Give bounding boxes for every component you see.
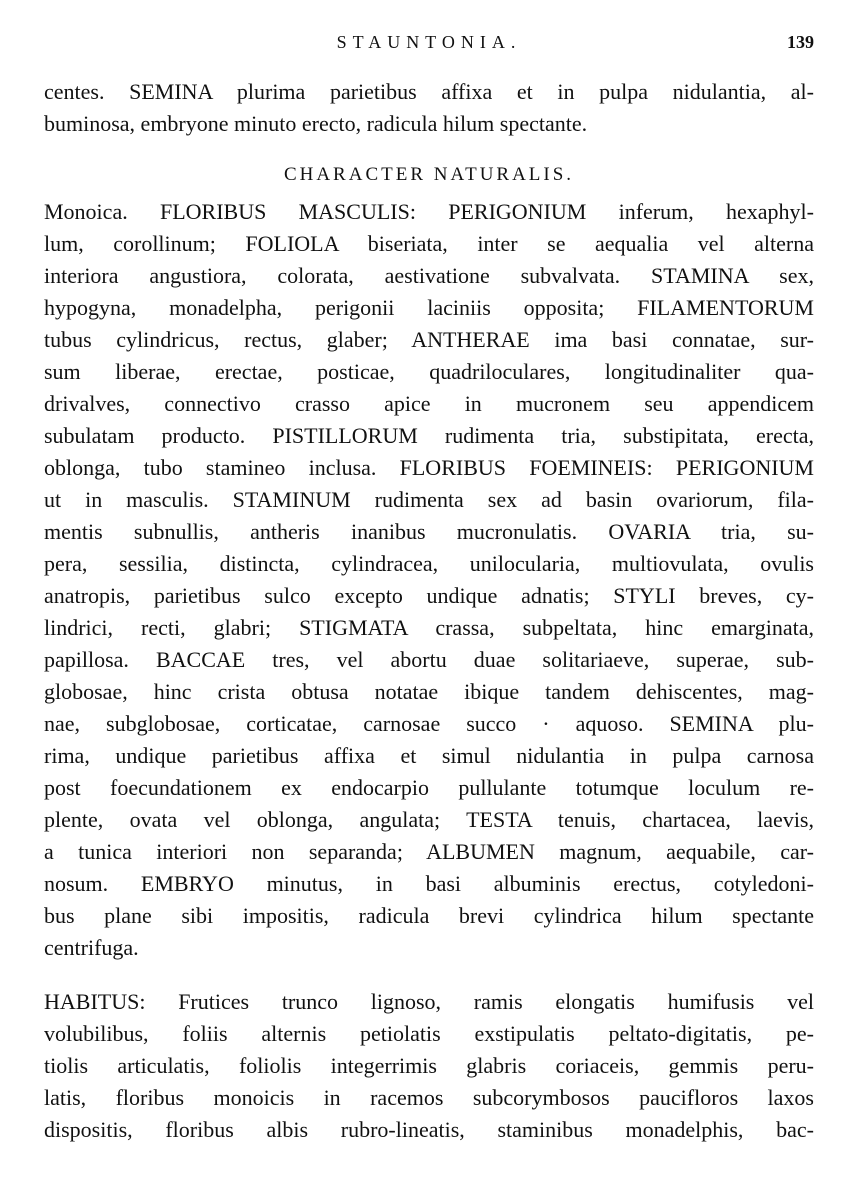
- text-line: a tunica interiori non separanda; ALBUMEN magnum, aequabile, car-: [44, 839, 814, 864]
- page-header: [44, 32, 814, 60]
- text-line: plente, ovata vel oblonga, angulata; TESTA tenuis, chartacea, laevis,: [44, 807, 814, 832]
- text-line: HABITUS: Frutices trunco lignoso, ramis elongatis humifusis vel: [44, 989, 814, 1014]
- text-line: centrifuga.: [44, 935, 139, 960]
- text-line: sum liberae, erectae, posticae, quadriloculares, longitudinaliter qua-: [44, 359, 814, 384]
- text-line: interiora angustiora, colorata, aestivatione subvalvata. STAMINA sex,: [44, 263, 814, 288]
- paragraph-continuation: [44, 76, 814, 140]
- text-line: mentis subnullis, antheris inanibus mucronulatis. OVARIA tria, su-: [44, 519, 814, 544]
- text-line: subulatam producto. PISTILLORUM rudimenta tria, substipitata, erecta,: [44, 423, 814, 448]
- text-line: dispositis, floribus albis rubro-lineatis, staminibus monadelphis, bac-: [44, 1117, 814, 1142]
- text-line: papillosa. BACCAE tres, vel abortu duae solitariaeve, superae, sub-: [44, 647, 814, 672]
- text-line: Monoica. FLORIBUS MASCULIS: PERIGONIUM inferum, hexaphyl-: [44, 199, 814, 224]
- text-line: pera, sessilia, distincta, cylindracea, unilocularia, multiovulata, ovulis: [44, 551, 814, 576]
- text-line: nosum. EMBRYO minutus, in basi albuminis erectus, cotyledoni-: [44, 871, 814, 896]
- text-line: oblonga, tubo stamineo inclusa. FLORIBUS FOEMINEIS: PERIGONIUM: [44, 455, 814, 480]
- text-line: latis, floribus monoicis in racemos subcorymbosos paucifloros laxos: [44, 1085, 814, 1110]
- text-line: drivalves, connectivo crasso apice in mucronem seu appendicem: [44, 391, 814, 416]
- text-line: rima, undique parietibus affixa et simul nidulantia in pulpa carnosa: [44, 743, 814, 768]
- text-line: lindrici, recti, glabri; STIGMATA crassa, subpeltata, hinc emarginata,: [44, 615, 814, 640]
- text-line: bus plane sibi impositis, radicula brevi cylindrica hilum spectante: [44, 903, 814, 928]
- text-line: hypogyna, monadelpha, perigonii laciniis opposita; FILAMENTORUM: [44, 295, 814, 320]
- text-line: globosae, hinc crista obtusa notatae ibique tandem dehiscentes, mag-: [44, 679, 814, 704]
- page-number: 139: [787, 32, 814, 52]
- text-line: post foecundationem ex endocarpio pullulante totumque loculum re-: [44, 775, 814, 800]
- running-head: STAUNTONIA.: [336, 32, 522, 52]
- paragraph-habitus: [44, 986, 814, 1146]
- text-line: centes. SEMINA plurima parietibus affixa et in pulpa nidulantia, al-: [44, 79, 814, 104]
- text-line: buminosa, embryone minuto erecto, radicula hilum spectante.: [44, 111, 588, 136]
- text-line: lum, corollinum; FOLIOLA biseriata, inter se aequalia vel alterna: [44, 231, 814, 256]
- paragraph-character-naturalis: [44, 196, 814, 964]
- text-line: nae, subglobosae, corticatae, carnosae succo · aquoso. SEMINA plu-: [44, 711, 814, 736]
- text-line: ut in masculis. STAMINUM rudimenta sex ad basin ovariorum, fila-: [44, 487, 814, 512]
- text-line: volubilibus, foliis alternis petiolatis exstipulatis peltato-digitatis, pe-: [44, 1021, 814, 1046]
- text-line: anatropis, parietibus sulco excepto undique adnatis; STYLI breves, cy-: [44, 583, 814, 608]
- text-line: tubus cylindricus, rectus, glaber; ANTHERAE ima basi connatae, sur-: [44, 327, 814, 352]
- text-line: tiolis articulatis, foliolis integerrimis glabris coriaceis, gemmis peru-: [44, 1053, 814, 1078]
- section-heading: CHARACTER NATURALIS.: [283, 164, 575, 185]
